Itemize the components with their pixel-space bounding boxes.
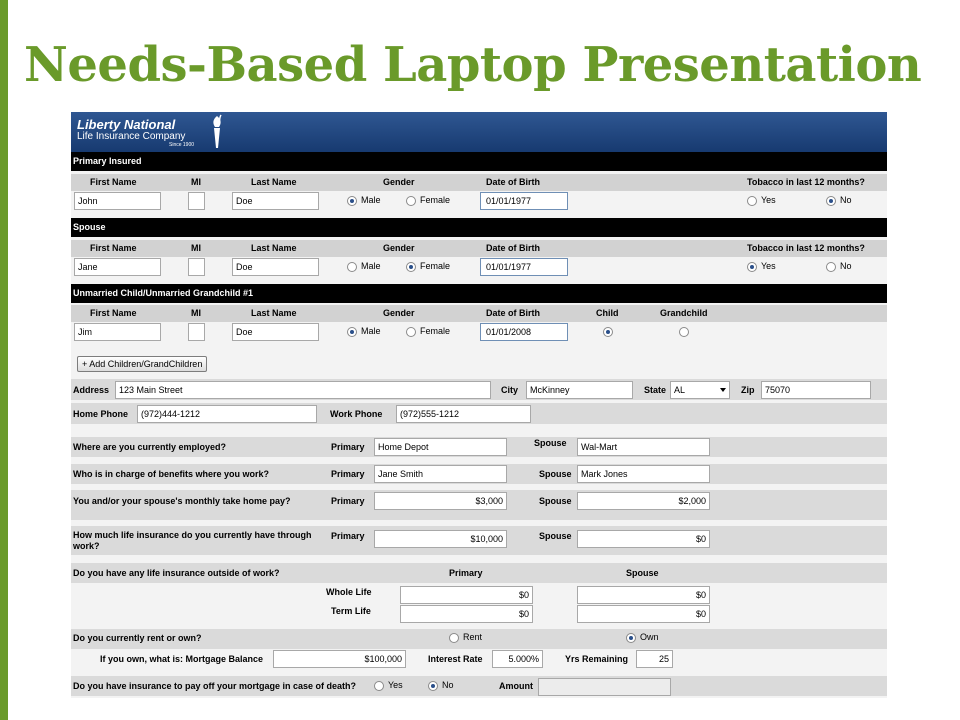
- spouse-first-name-input[interactable]: Jane: [74, 258, 161, 276]
- life-through-work-question: How much life insurance do you currently have through work?: [73, 530, 312, 551]
- primary-mi-input[interactable]: [188, 192, 205, 210]
- state-label: State: [644, 385, 667, 395]
- gender-header: Gender: [383, 243, 415, 253]
- mortgage-insurance-yes-radio[interactable]: [374, 681, 384, 691]
- interest-rate-input[interactable]: 5.000%: [492, 650, 543, 668]
- take-home-spouse-input[interactable]: $2,000: [577, 492, 710, 510]
- first-name-header: First Name: [90, 243, 137, 253]
- whole-life-spouse-input[interactable]: $0: [577, 586, 710, 604]
- mi-header: MI: [191, 177, 201, 187]
- child-female-radio[interactable]: [406, 327, 416, 337]
- whole-life-primary-input[interactable]: $0: [400, 586, 533, 604]
- outside-life-primary-header: Primary: [449, 568, 483, 578]
- spouse-column-headers: [71, 240, 887, 257]
- child-last-name-input[interactable]: Doe: [232, 323, 319, 341]
- own-radio[interactable]: [626, 633, 636, 643]
- city-label: City: [501, 385, 519, 395]
- outside-life-spouse-header: Spouse: [626, 568, 659, 578]
- primary-tobacco-yes-label: Yes: [761, 195, 776, 205]
- benefits-primary-label: Primary: [331, 469, 365, 479]
- benefits-primary-input[interactable]: Jane Smith: [374, 465, 507, 483]
- employment-primary-label: Primary: [331, 442, 365, 452]
- brand-name: Liberty National: [77, 117, 176, 132]
- tobacco-header: Tobacco in last 12 months?: [747, 243, 865, 253]
- benefits-question: Who is in charge of benefits where you work?: [73, 469, 270, 479]
- mortgage-insurance-amount-label: Amount: [499, 681, 533, 691]
- take-home-primary-label: Primary: [331, 496, 365, 506]
- slide-accent-bar: [0, 0, 8, 720]
- spouse-male-label: Male: [361, 261, 381, 271]
- take-home-spouse-label: Spouse: [539, 496, 572, 506]
- term-life-label: Term Life: [331, 606, 371, 616]
- spouse-female-radio[interactable]: [406, 262, 416, 272]
- employment-spouse-label: Spouse: [534, 438, 567, 448]
- last-name-header: Last Name: [251, 177, 297, 187]
- spouse-male-radio[interactable]: [347, 262, 357, 272]
- section-spouse: Spouse: [71, 218, 887, 237]
- primary-female-label: Female: [420, 195, 451, 205]
- primary-tobacco-no-label: No: [840, 195, 852, 205]
- brand-since: Since 1900: [169, 142, 195, 148]
- slide-title: Needs-Based Laptop Presentation: [24, 37, 922, 93]
- primary-dob-input[interactable]: 01/01/1977: [480, 192, 568, 210]
- work-phone-label: Work Phone: [330, 409, 383, 419]
- zip-input[interactable]: 75070: [761, 381, 871, 399]
- home-phone-label: Home Phone: [73, 409, 129, 419]
- term-life-spouse-input[interactable]: $0: [577, 605, 710, 623]
- dob-header: Date of Birth: [486, 177, 540, 187]
- mortgage-insurance-no-radio[interactable]: [428, 681, 438, 691]
- spouse-mi-input[interactable]: [188, 258, 205, 276]
- spouse-tobacco-no-label: No: [840, 261, 852, 271]
- mortgage-balance-input[interactable]: $100,000: [273, 650, 406, 668]
- take-home-primary-input[interactable]: $3,000: [374, 492, 507, 510]
- address-input[interactable]: 123 Main Street: [115, 381, 491, 399]
- spouse-dob-input[interactable]: 01/01/1977: [480, 258, 568, 276]
- primary-male-label: Male: [361, 195, 381, 205]
- years-remaining-label: Yrs Remaining: [565, 654, 629, 664]
- mortgage-question: If you own, what is: Mortgage Balance: [100, 654, 264, 664]
- child-female-label: Female: [420, 326, 451, 336]
- mortgage-insurance-no-label: No: [442, 680, 454, 690]
- child-mi-input[interactable]: [188, 323, 205, 341]
- mi-header: MI: [191, 308, 201, 318]
- take-home-question: You and/or your spouse's monthly take home pay?: [73, 496, 291, 506]
- rent-own-question: Do you currently rent or own?: [73, 633, 202, 643]
- home-phone-input[interactable]: (972)444-1212: [137, 405, 317, 423]
- primary-first-name-input[interactable]: John: [74, 192, 161, 210]
- dob-header: Date of Birth: [486, 243, 540, 253]
- mortgage-insurance-yes-label: Yes: [388, 680, 403, 690]
- last-name-header: Last Name: [251, 308, 297, 318]
- life-through-work-spouse-input[interactable]: $0: [577, 530, 710, 548]
- add-children-button[interactable]: + Add Children/GrandChildren: [77, 356, 207, 372]
- benefits-spouse-label: Spouse: [539, 469, 572, 479]
- years-remaining-input[interactable]: 25: [636, 650, 673, 668]
- primary-tobacco-yes-radio[interactable]: [747, 196, 757, 206]
- mortgage-insurance-amount-input[interactable]: [538, 678, 671, 696]
- interest-rate-label: Interest Rate: [428, 654, 483, 664]
- city-input[interactable]: McKinney: [526, 381, 633, 399]
- brand-subtitle: Life Insurance Company: [77, 131, 186, 142]
- own-label: Own: [640, 632, 659, 642]
- benefits-spouse-input[interactable]: Mark Jones: [577, 465, 710, 483]
- state-select-value: AL: [674, 385, 686, 395]
- life-through-work-primary-input[interactable]: $10,000: [374, 530, 507, 548]
- chevron-down-icon: [720, 388, 726, 392]
- spouse-tobacco-yes-radio[interactable]: [747, 262, 757, 272]
- employment-primary-input[interactable]: Home Depot: [374, 438, 507, 456]
- child-first-name-input[interactable]: Jim: [74, 323, 161, 341]
- torch-icon: [205, 114, 229, 150]
- whole-life-label: Whole Life: [326, 587, 372, 597]
- child-header: Child: [596, 308, 619, 318]
- grandchild-header: Grandchild: [660, 308, 708, 318]
- section-child: Unmarried Child/Unmarried Grandchild #1: [71, 284, 887, 303]
- primary-male-radio[interactable]: [347, 196, 357, 206]
- work-phone-input[interactable]: (972)555-1212: [396, 405, 531, 423]
- spouse-tobacco-no-radio[interactable]: [826, 262, 836, 272]
- primary-female-radio[interactable]: [406, 196, 416, 206]
- zip-label: Zip: [741, 385, 755, 395]
- life-through-work-spouse-label: Spouse: [539, 531, 572, 541]
- child-male-radio[interactable]: [347, 327, 357, 337]
- primary-tobacco-no-radio[interactable]: [826, 196, 836, 206]
- term-life-primary-input[interactable]: $0: [400, 605, 533, 623]
- employment-spouse-input[interactable]: Wal-Mart: [577, 438, 710, 456]
- rent-label: Rent: [463, 632, 483, 642]
- employment-question: Where are you currently employed?: [73, 442, 227, 452]
- child-column-headers: [71, 305, 887, 322]
- form-screenshot: [71, 112, 887, 698]
- section-primary-insured: Primary Insured: [71, 152, 887, 171]
- brand-header: [71, 112, 887, 152]
- address-label: Address: [73, 385, 110, 395]
- child-relation-grandchild-radio[interactable]: [679, 327, 689, 337]
- dob-header: Date of Birth: [486, 308, 540, 318]
- spouse-female-label: Female: [420, 261, 451, 271]
- rent-radio[interactable]: [449, 633, 459, 643]
- first-name-header: First Name: [90, 177, 137, 187]
- spouse-tobacco-yes-label: Yes: [761, 261, 776, 271]
- child-male-label: Male: [361, 326, 381, 336]
- life-through-work-primary-label: Primary: [331, 531, 365, 541]
- last-name-header: Last Name: [251, 243, 297, 253]
- gender-header: Gender: [383, 177, 415, 187]
- primary-column-headers: [71, 174, 887, 191]
- state-select[interactable]: [670, 381, 730, 399]
- tobacco-header: Tobacco in last 12 months?: [747, 177, 865, 187]
- mi-header: MI: [191, 243, 201, 253]
- outside-life-question: Do you have any life insurance outside of work?: [73, 568, 280, 578]
- gender-header: Gender: [383, 308, 415, 318]
- primary-last-name-input[interactable]: Doe: [232, 192, 319, 210]
- spouse-last-name-input[interactable]: Doe: [232, 258, 319, 276]
- first-name-header: First Name: [90, 308, 137, 318]
- child-dob-input[interactable]: 01/01/2008: [480, 323, 568, 341]
- mortgage-insurance-question: Do you have insurance to pay off your mortgage in case of death?: [73, 681, 357, 691]
- child-relation-child-radio[interactable]: [603, 327, 613, 337]
